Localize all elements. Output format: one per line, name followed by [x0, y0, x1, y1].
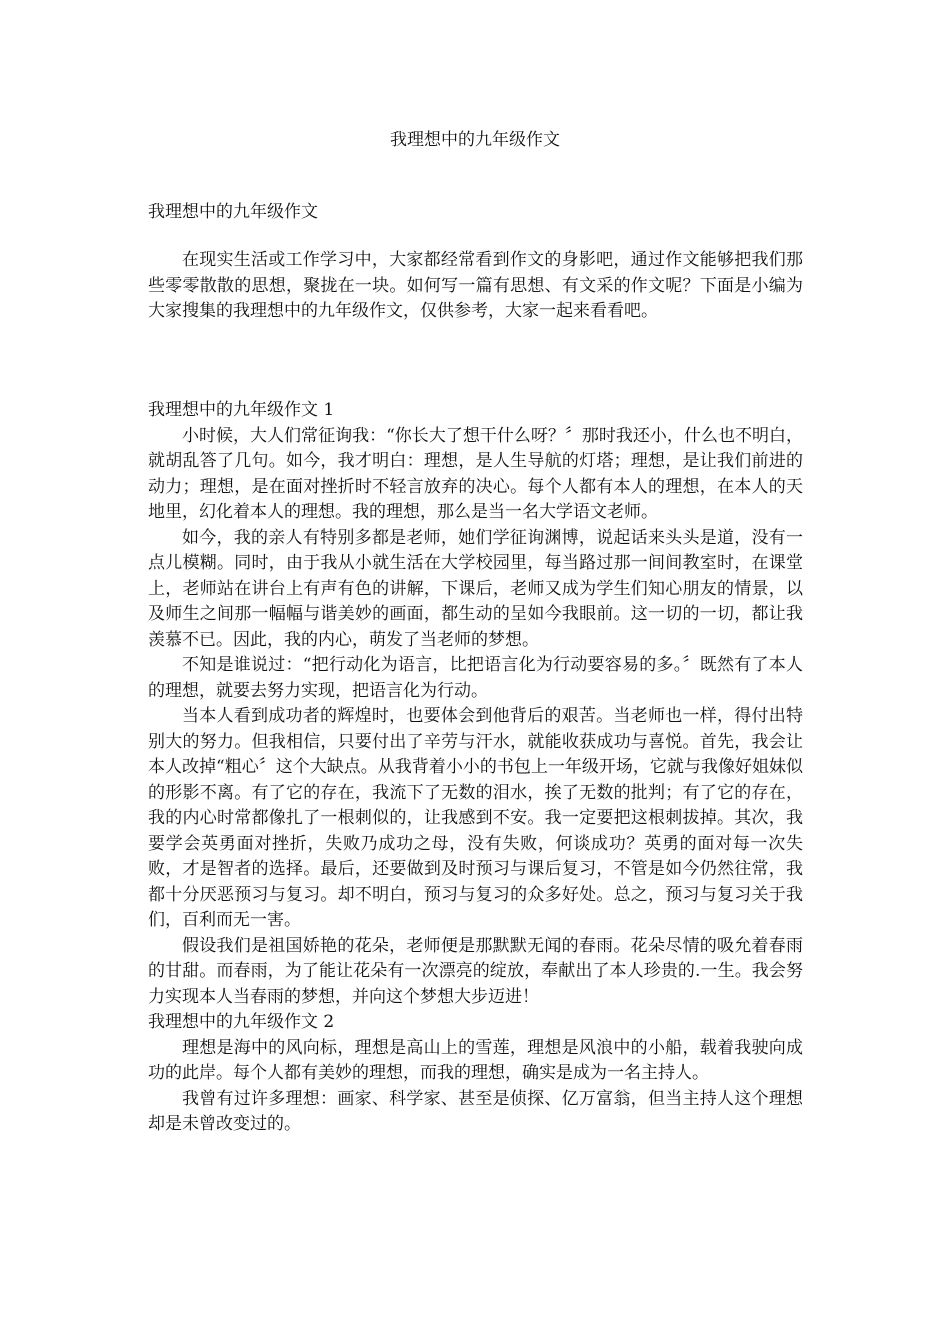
essay-1-paragraph-4: 当本人看到成功者的辉煌时，也要体会到他背后的艰苦。当老师也一样，得付出特别大的努力。但我相信，只要付出了辛劳与汗水，就能收获成功与喜悦。首先，我会让本人改掉“粗心〞这个大缺点。从我背着小小的书包上一年级开场，它就与我像好姐妹似的形影不离。有了它的存在，我流下了无数的泪水，挨了无数的批判；有了它的存在，我的内心时常都像扎了一根刺似的，让我感到不安。我一定要把这根刺拔掉。其次，我要学会英勇面对挫折，失败乃成功之母，没有失败，何谈成功？英勇的面对每一次失败，才是智者的选择。最后，还要做到及时预习与课后复习，不管是如今仍然往常，我都十分厌恶预习与复习。却不明白，预习与复习的众多好处。总之，预习与复习关于我们，百利而无一害。: [148, 706, 803, 930]
essay-1-paragraph-1: 小时候，大人们常征询我：“你长大了想干什么呀？〞那时我还小，什么也不明白，就胡乱答了几句。如今，我才明白：理想，是人生导航的灯塔；理想，是让我们前进的动力；理想，是在面对挫折时不轻言放弃的决心。每个人都有本人的理想，在本人的天地里，幻化着本人的理想。我的理想，那么是当一名大学语文老师。: [148, 425, 803, 522]
intro-paragraph: 在现实生活或工作学习中，大家都经常看到作文的身影吧，通过作文能够把我们那些零零散散的思想，聚拢在一块。如何写一篇有思想、有文采的作文呢？下面是小编为大家搜集的我理想中的九年级作文，仅供参考，大家一起来看看吧。: [148, 250, 803, 321]
essay-1-paragraph-2: 如今，我的亲人有特别多都是老师，她们学征询渊博，说起话来头头是道，没有一点儿模糊。同时，由于我从小就生活在大学校园里，每当路过那一间间教室时，在课堂上，老师站在讲台上有声有色的讲解，下课后，老师又成为学生们知心朋友的情景，以及师生之间那一幅幅与谐美妙的画面，都生动的呈如今我眼前。这一切的一切，都让我羡慕不已。因此，我的内心，萌发了当老师的梦想。: [148, 527, 803, 650]
essay-1-paragraph-5: 假设我们是祖国娇艳的花朵，老师便是那默默无闻的春雨。花朵尽情的吸允着春雨的甘甜。而春雨，为了能让花朵有一次漂亮的绽放，奉献出了本人珍贵的.一生。我会努力实现本人当春雨的梦想，并向这个梦想大步迈进！: [148, 935, 803, 1007]
document-subtitle: 我理想中的九年级作文: [148, 202, 318, 222]
essay-2-heading: 我理想中的九年级作文 2: [148, 1012, 335, 1032]
intro-section: [148, 248, 803, 325]
document-title: 我理想中的九年级作文: [390, 130, 560, 150]
essay-1-paragraph-3: 不知是谁说过：“把行动化为语言，比把语言化为行动要容易的多。〞既然有了本人的理想，就要去努力实现，把语言化为行动。: [148, 655, 803, 701]
essays-section: [148, 398, 803, 1138]
essay-2-paragraph-1: 理想是海中的风向标，理想是高山上的雪莲，理想是风浪中的小船，载着我驶向成功的此岸。每个人都有美妙的理想，而我的理想，确实是成为一名主持人。: [148, 1037, 803, 1083]
essay-1-heading: 我理想中的九年级作文 1: [148, 400, 335, 420]
essay-2-paragraph-2: 我曾有过许多理想：画家、科学家、甚至是侦探、亿万富翁，但当主持人这个理想却是未曾改变过的。: [148, 1088, 803, 1134]
